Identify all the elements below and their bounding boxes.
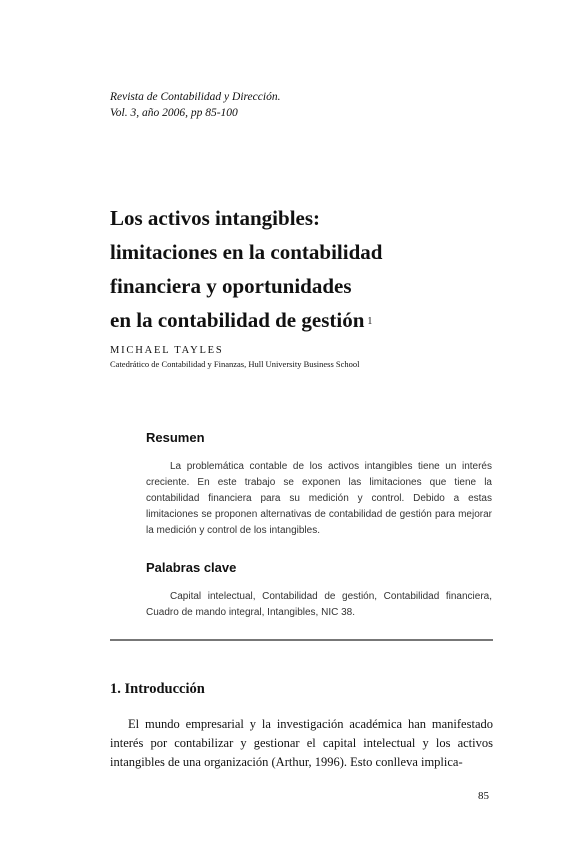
title-line-4: en la contabilidad de gestión — [110, 308, 365, 332]
author-affiliation: Catedrático de Contabilidad y Finanzas, Hull University Business School — [110, 359, 360, 369]
journal-name: Revista de Contabilidad y Dirección. — [110, 91, 281, 103]
footnote-marker: 1 — [367, 316, 373, 327]
keywords-text: Capital intelectual, Contabilidad de gestión, Contabilidad financiera, Cuadro de mando integral, Intangibles, NIC 38. — [146, 591, 492, 618]
journal-volume: Vol. 3, año 2006, pp 85-100 — [110, 107, 238, 119]
section-body-text: El mundo empresarial y la investigación académica han manifestado interés por contabilizar y gestionar el capital intelectual y los activos intangibles de una organización (Arthur, 1996). Esto conlleva implica- — [110, 717, 493, 769]
section-divider — [110, 639, 493, 641]
keywords-heading: Palabras clave — [146, 560, 237, 575]
article-title — [110, 201, 510, 337]
title-line-1: Los activos intangibles: — [110, 206, 321, 230]
author-name: MICHAEL TAYLES — [110, 345, 224, 356]
journal-citation — [110, 89, 280, 121]
page-number: 85 — [478, 790, 489, 802]
abstract-text: La problemática contable de los activos intangibles tiene un interés creciente. En este trabajo se exponen las limitaciones que tiene la contabilidad financiera para su medición y control. Debido a estas limitaciones se proponen alternativas de contabilidad de gestión para mejorar la medición y control de los intangibles. — [146, 461, 492, 536]
section-heading: 1. Introducción — [110, 681, 205, 697]
abstract-heading: Resumen — [146, 430, 205, 445]
title-line-2: limitaciones en la contabilidad — [110, 240, 383, 264]
title-line-3: financiera y oportunidades — [110, 274, 352, 298]
